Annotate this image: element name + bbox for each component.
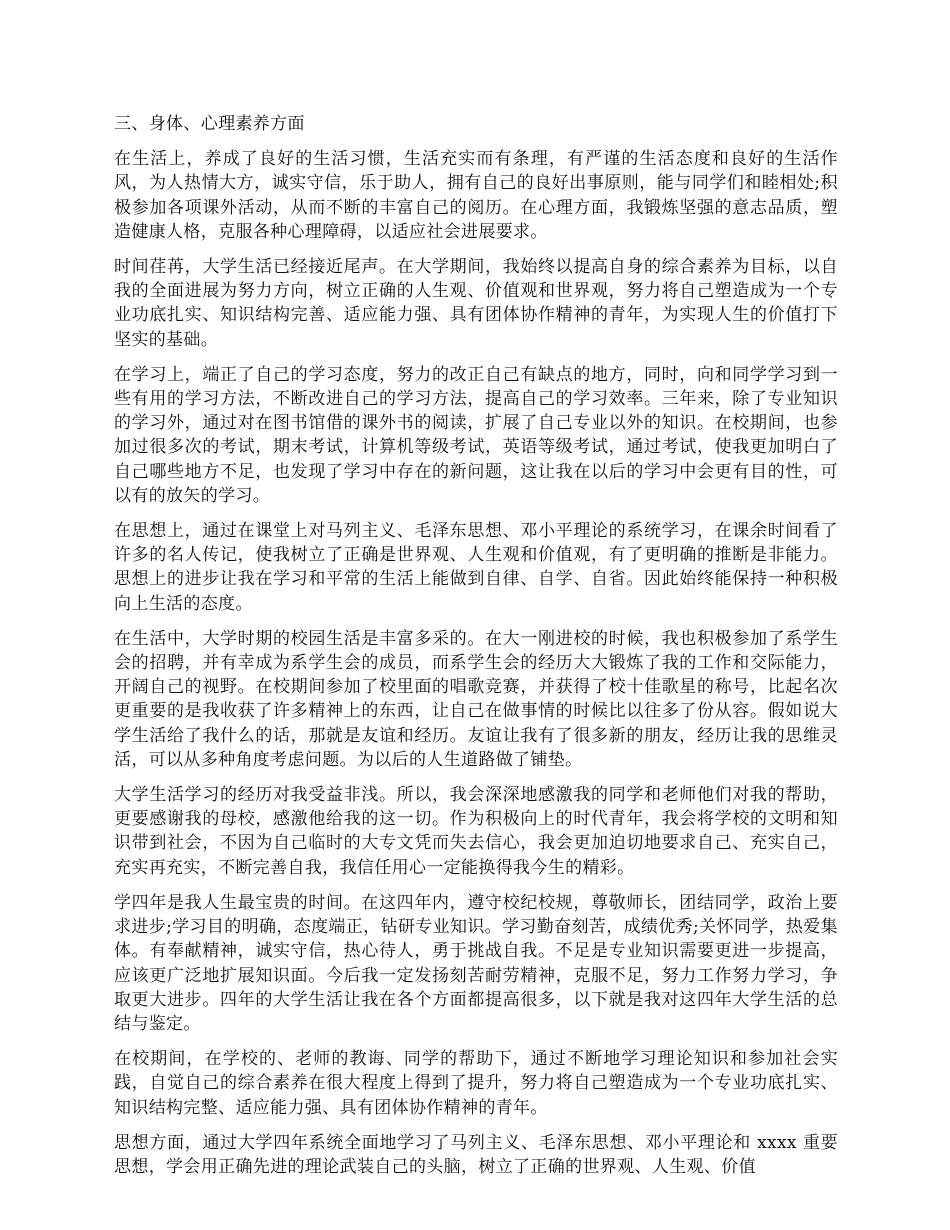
paragraph-school-period: 在校期间，在学校的、老师的教诲、同学的帮助下，通过不断地学习理论知识和参加社会实践，自觉自己的综合素养在很大程度上得到了提升，努力将自己塑造成为一个专业功底扎实、知识结构完整、适应能力强、具有团体协作精神的青年。 [114,1049,838,1118]
paragraph-ideology: 思想方面，通过大学四年系统全面地学习了马列主义、毛泽东思想、邓小平理论和 xxxx 重要思想，学会用正确先进的理论武装自己的头脑，树立了正确的世界观、人生观、价值 [114,1132,838,1177]
document-body [114,112,838,1190]
paragraph-university-summary: 时间荏苒，大学生活已经接近尾声。在大学期间，我始终以提高自身的综合素养为目标，以自我的全面进展为努力方向，树立正确的人生观、价值观和世界观，努力将自己塑造成为一个专业功底扎实、知识结构完善、适应能力强、具有团体协作精神的青年，为实现人生的价值打下坚实的基础。 [114,257,838,350]
paragraph-campus-life: 在生活中，大学时期的校园生活是丰富多采的。在大一刚进校的时候，我也积极参加了系学生会的招聘，并有幸成为系学生会的成员，而系学生会的经历大大锻炼了我的工作和交际能力，开阔自己的视野。在校期间参加了校里面的唱歌竞赛，并获得了校十佳歌星的称号，比起名次更重要的是我收获了许多精神上的东西，让自己在做事情的时候比以往多了份从容。假如说大学生活给了我什么的话，那就是友谊和经历。友谊让我有了很多新的朋友，经历让我的思维灵活，可以从多种角度考虑问题。为以后的人生道路做了铺垫。 [114,628,838,770]
paragraph-study: 在学习上，端正了自己的学习态度，努力的改正自己有缺点的地方，同时，向和同学学习到一些有用的学习方法，不断改进自己的学习方法，提高自己的学习效率。三年来，除了专业知识的学习外，通过对在图书馆借的课外书的阅读，扩展了自己专业以外的知识。在校期间，也参加过很多次的考试，期末考试，计算机等级考试，英语等级考试，通过考试，使我更加明白了自己哪些地方不足，也发现了学习中存在的新问题，这让我在以后的学习中会更有目的性，可以有的放矢的学习。 [114,364,838,506]
paragraph-life-habits: 在生活上，养成了良好的生活习惯，生活充实而有条理，有严谨的生活态度和良好的生活作风，为人热情大方，诚实守信，乐于助人，拥有自己的良好出事原则，能与同学们和睦相处;积极参加各项课外活动，从而不断的丰富自己的阅历。在心理方面，我锻炼坚强的意志品质，塑造健康人格，克服各种心理障碍，以适应社会进展要求。 [114,149,838,242]
paragraph-gratitude: 大学生活学习的经历对我受益非浅。所以，我会深深地感激我的同学和老师他们对我的帮助，更要感谢我的母校，感激他给我的这一切。作为积极向上的时代青年，我会将学校的文明和知识带到社会，不因为自己临时的大专文凭而失去信心，我会更加迫切地要求自己、充实自己，充实再充实，不断完善自我，我信任用心一定能换得我今生的精彩。 [114,785,838,878]
paragraph-thought: 在思想上，通过在课堂上对马列主义、毛泽东思想、邓小平理论的系统学习，在课余时间看了许多的名人传记，使我树立了正确是世界观、人生观和价值观，有了更明确的推断是非能力。思想上的进步让我在学习和平常的生活上能做到自律、自学、自省。因此始终能保持一种积极向上生活的态度。 [114,521,838,614]
section-heading: 三、身体、心理素养方面 [114,114,305,134]
paragraph-four-years: 学四年是我人生最宝贵的时间。在这四年内，遵守校纪校规，尊敬师长，团结同学，政治上要求进步;学习目的明确，态度端正，钻研专业知识。学习勤奋刻苦，成绩优秀;关怀同学，热爱集体。有奉献精神，诚实守信，热心待人，勇于挑战自我。不足是专业知识需要更进一步提高，应该更广泛地扩展知识面。今后我一定发扬刻苦耐劳精神，克服不足，努力工作努力学习，争取更大进步。四年的大学生活让我在各个方面都提高很多，以下就是我对这四年大学生活的总结与鉴定。 [114,892,838,1034]
